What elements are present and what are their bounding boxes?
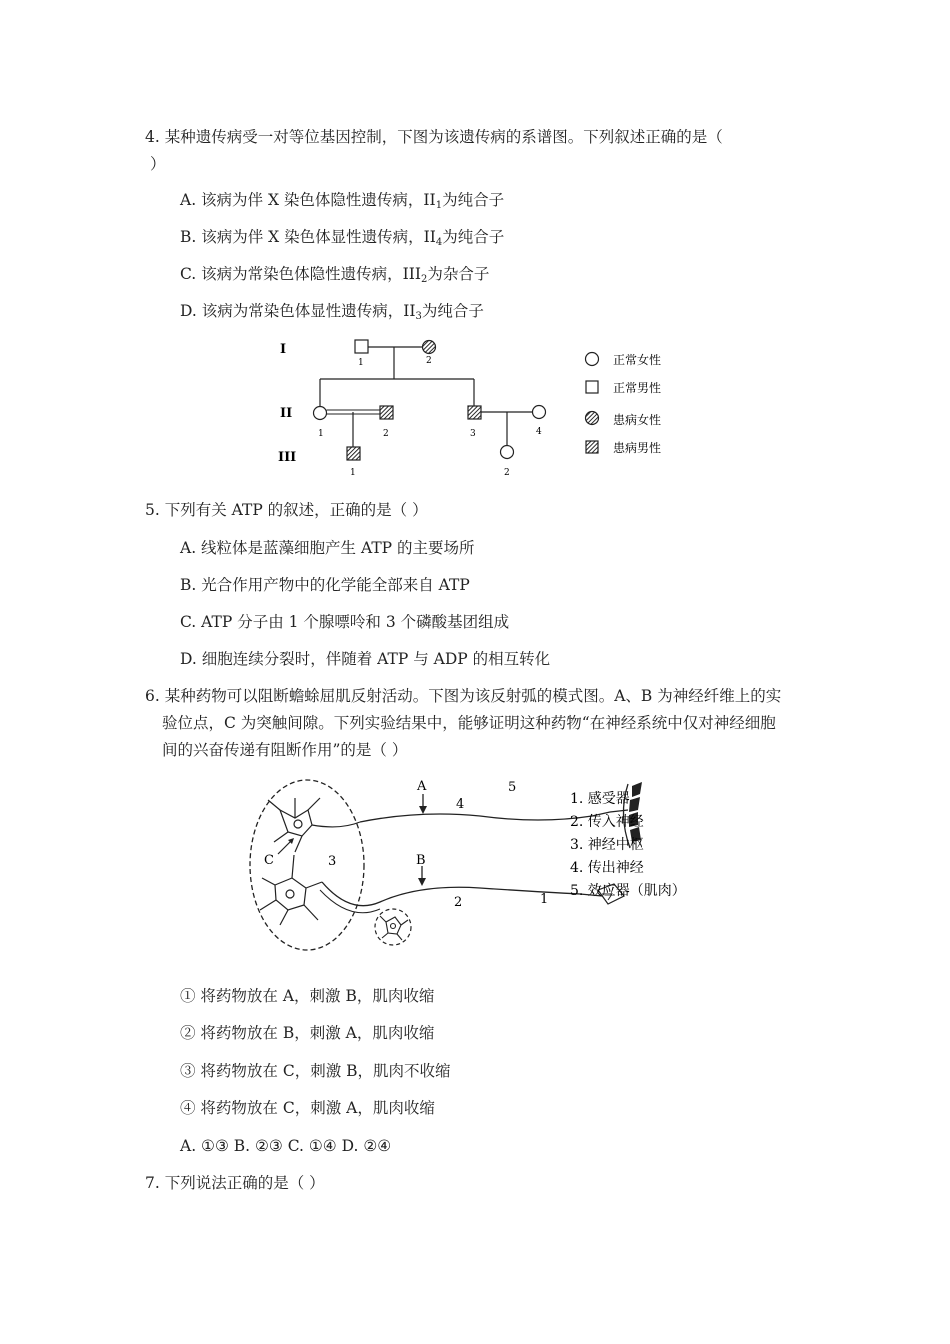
upper-neuron [268,798,360,852]
q6-stem-line1: 6. 某种药物可以阻断蟾蜍屈肌反射活动。下图为该反射弧的模式图。A、B 为神经纤维上的实 [145,687,782,705]
g2-num-1: 1 [318,429,324,439]
g2-num-3: 3 [470,429,476,439]
q4-option-d: D. 该病为常染色体显性遗传病，$II_3$为纯合子 [180,302,484,322]
legend-center: 3. 神经中枢 [570,837,644,853]
g1-num-1: 1 [358,358,364,368]
g1-male-normal [355,340,368,353]
q6-answer-options: A. ①③ B. ②③ C. ①④ D. ②④ [180,1137,392,1155]
label-3: 3 [328,854,337,869]
reflex-arc-diagram [240,770,710,955]
q5-option-d: D. 细胞连续分裂时，伴随着 ATP 与 ADP 的相互转化 [180,650,551,668]
legend-affected-female: 患病女性 [613,413,662,427]
q4-stem-line2: ） [150,155,166,173]
q6-item-2: ② 将药物放在 B，刺激 A，肌肉收缩 [180,1024,435,1042]
legend-normal-male: 正常男性 [613,381,662,395]
label-4: 4 [456,797,465,812]
label-a: A [417,779,427,794]
q4-option-a: A. 该病为伴 X 染色体隐性遗传病，$II_1$为纯合子 [180,191,505,211]
gen-label-2: II [280,406,293,421]
g3-num-2: 2 [504,468,510,478]
q6-item-3: ③ 将药物放在 C，刺激 B，肌肉不收缩 [180,1062,451,1080]
q6-stem-line3: 间的兴奋传递有阻断作用”的是（ ） [162,741,408,759]
legend-afferent: 2. 传入神经 [570,814,644,830]
q4-stem-line1: 4. 某种遗传病受一对等位基因控制，下图为该遗传病的系谱图。下列叙述正确的是（ [145,128,723,146]
legend-affected-male: 患病男性 [613,441,662,455]
g2-female-normal-1 [314,407,327,420]
legend-efferent: 4. 传出神经 [570,860,644,876]
legend-affected-female-icon [586,412,599,425]
g2-num-4: 4 [536,427,542,437]
label-2: 2 [454,895,463,910]
q5-stem: 5. 下列有关 ATP 的叙述，正确的是（ ） [145,501,428,519]
q5-option-c: C. ATP 分子由 1 个腺嘌呤和 3 个磷酸基团组成 [180,613,510,631]
legend-normal-male-icon [586,381,598,393]
q6-stem-line2: 验位点，C 为突触间隙。下列实验结果中，能够证明这种药物“在神经系统中仅对神经细胞 [162,714,776,732]
arrow-b [418,878,426,886]
legend-effector: 5. 效应器（肌肉） [570,883,686,899]
q4-option-c: C. 该病为常染色体隐性遗传病，$III_2$为杂合子 [180,265,490,285]
gen-label-1: I [280,342,287,357]
g3-female-normal-2 [501,446,514,459]
g3-num-1: 1 [350,468,356,478]
label-5: 5 [508,780,517,795]
ganglion-neuron [380,916,408,940]
g3-male-affected-1 [347,447,360,460]
q6-item-4: ④ 将药物放在 C，刺激 A，肌肉收缩 [180,1099,435,1117]
legend-receptor: 1. 感受器 [570,791,630,807]
legend-affected-male-icon [586,441,598,453]
q6-item-1: ① 将药物放在 A，刺激 B，肌肉收缩 [180,987,435,1005]
g2-female-normal-4 [533,406,546,419]
arrow-a [419,806,427,814]
legend-normal-female: 正常女性 [613,353,662,367]
g2-num-2: 2 [383,429,389,439]
q4-option-b: B. 该病为伴 X 染色体显性遗传病，$II_4$为纯合子 [180,228,505,248]
gen-label-3: III [278,450,297,465]
q5-option-b: B. 光合作用产物中的化学能全部来自 ATP [180,576,470,594]
g2-male-affected-3 [468,406,481,419]
g2-male-affected-2 [380,406,393,419]
g1-female-affected [423,341,436,354]
q7-stem: 7. 下列说法正确的是（ ） [145,1174,325,1192]
q5-option-a: A. 线粒体是蓝藻细胞产生 ATP 的主要场所 [180,539,475,557]
label-1: 1 [540,892,549,907]
label-b: B [416,853,426,868]
pedigree-diagram [270,333,690,483]
label-c: C [264,853,274,868]
legend-normal-female-icon [586,353,599,366]
g1-num-2: 2 [426,356,432,366]
